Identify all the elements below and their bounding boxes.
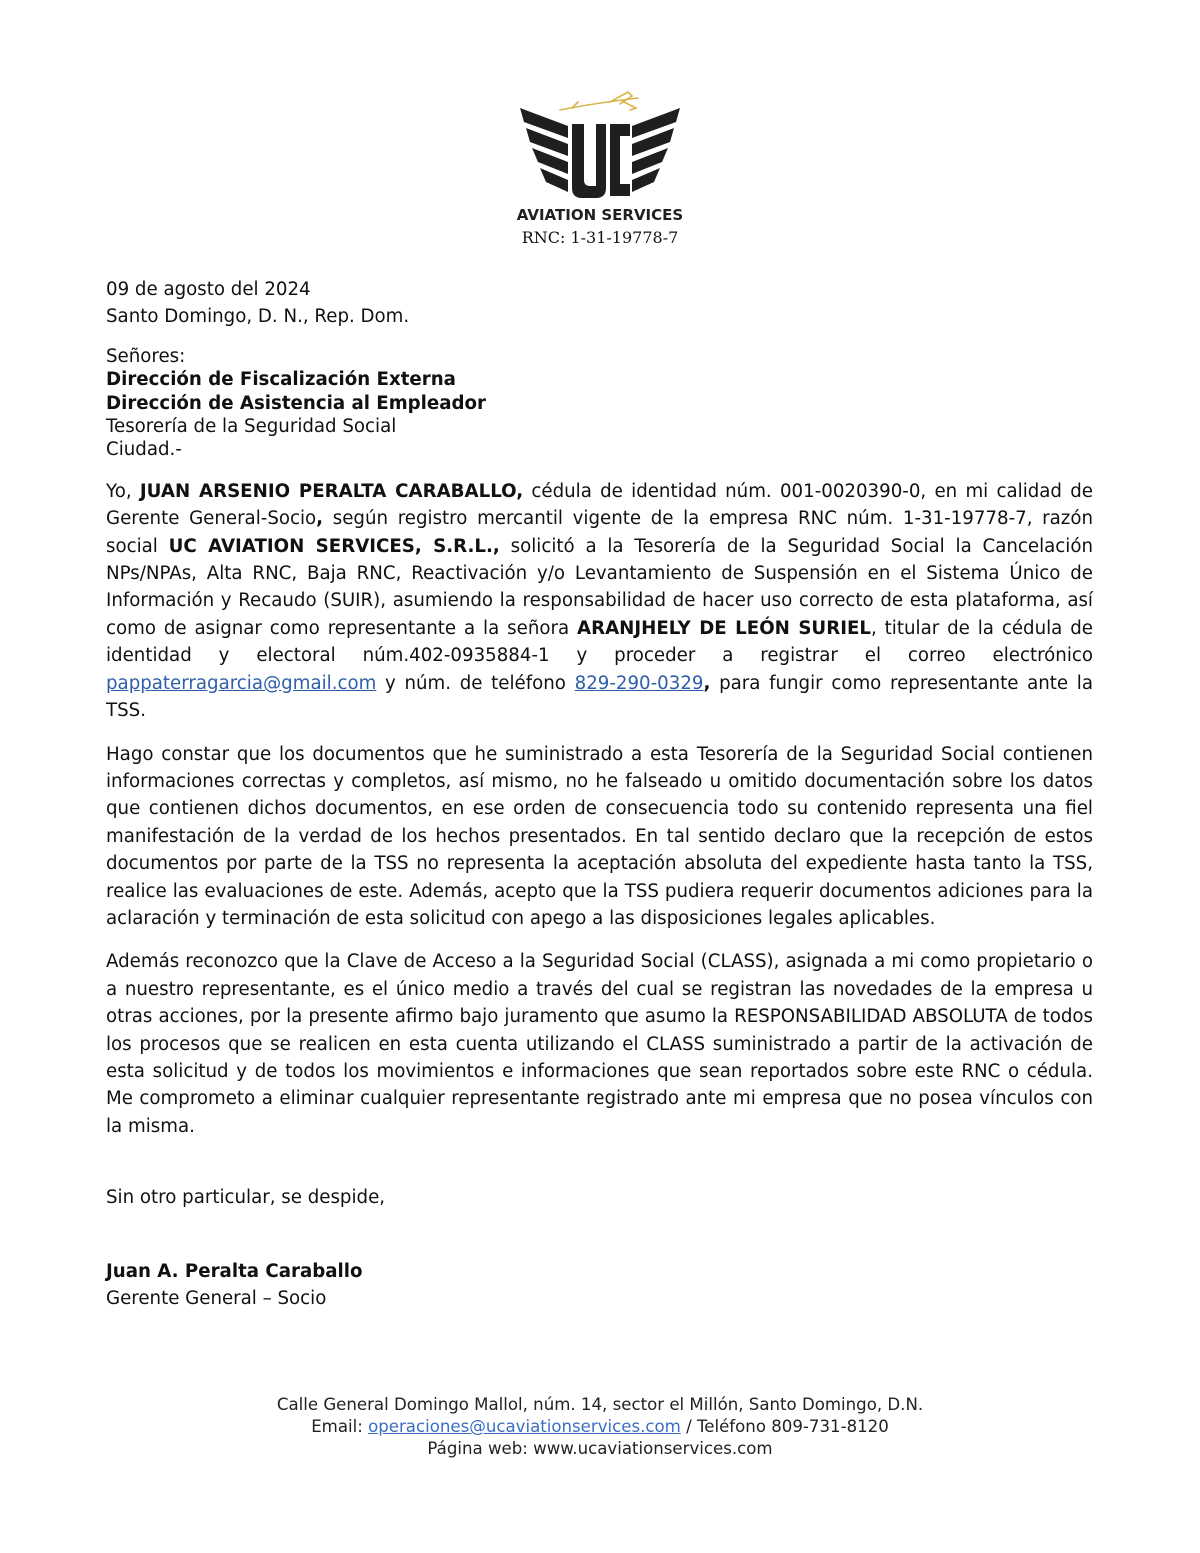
p1-text: , (703, 672, 711, 694)
footer-email-label: Email: (311, 1417, 369, 1436)
footer-email-link[interactable]: operaciones@ucaviationservices.com (368, 1417, 681, 1436)
p1-text: cédula de identidad núm. 001-0020390-0, en mi calidad de Gerente General-Socio (106, 480, 1093, 530)
representative-name: ARANJHELY DE LEÓN SURIEL (577, 617, 871, 639)
representative-phone-link[interactable]: 829-290-0329 (574, 672, 704, 694)
representative-email-link[interactable]: pappaterragarcia@gmail.com (106, 672, 377, 694)
airplane-sketch-icon (560, 92, 638, 110)
p1-text: según registro mercantil vigente de la empresa RNC núm. 1-31-19778-7, razón social (106, 508, 1093, 557)
uc-wings-logo-icon (510, 88, 690, 228)
company-logo (510, 88, 690, 228)
p1-text: solicitó a la Tesorería de la Seguridad Social la Cancelación NPs/NPAs, Alta RNC, Baja RNC, Reactivación y/o Levantamiento de Suspensión en el Sistema Único de Información y Recaudo (SUIR), asumiendo la responsabilidad de hacer uso correcto de esta plataforma, así como de asignar como representante a la señora (106, 535, 1093, 639)
footer-contact (0, 1416, 1200, 1438)
p1-text: Yo, (106, 480, 140, 502)
company-name: UC AVIATION SERVICES, S.R.L., (168, 535, 500, 557)
paragraph-1 (106, 478, 1093, 725)
footer-address: Calle General Domingo Mallol, núm. 14, sector el Millón, Santo Domingo, D.N. (276, 1395, 924, 1414)
p1-text: y núm. de teléfono (376, 672, 575, 694)
salutation: Señores: (106, 345, 186, 367)
letter-body (106, 276, 1093, 1312)
p1-text: , titular de la cédula de identidad y electoral núm.402-0935884-1 y proceder a registrar el correo electrónico (106, 617, 1093, 667)
letter-footer (0, 1394, 1200, 1460)
signer-full-name: JUAN ARSENIO PERALTA CARABALLO, (139, 480, 524, 502)
signer-name: Juan A. Peralta Caraballo (106, 1260, 363, 1282)
logo-text: AVIATION SERVICES (516, 206, 684, 224)
footer-website: Página web: www.ucaviationservices.com (427, 1439, 773, 1458)
recipient-line-4: Ciudad.- (106, 439, 182, 461)
footer-phone: / Teléfono 809-731-8120 (680, 1417, 889, 1436)
letter-date: 09 de agosto del 2024 (106, 279, 311, 300)
closing-line: Sin otro particular, se despide, (106, 1187, 386, 1209)
letter-place: Santo Domingo, D. N., Rep. Dom. (106, 306, 410, 328)
recipient-line-1: Dirección de Fiscalización Externa (106, 369, 456, 391)
paragraph-2: Hago constar que los documentos que he suministrado a esta Tesorería de la Seguridad Social contienen informaciones correctas y completos, así mismo, no he falseado u omitido documentación sobre los datos que contienen dichos documentos, en ese orden de consecuencia todo su contenido representa una fiel manifestación de la verdad de los hechos presentados. En tal sentido declaro que la recepción de estos documentos por parte de la TSS no representa la aceptación absoluta del expediente hasta tanto la TSS, realice las evaluaciones de este. Además, acepto que la TSS pudiera requerir documentos adiciones para la aclaración y terminación de esta solicitud con apego a las disposiciones legales aplicables. (106, 743, 1093, 929)
p1-text: , (316, 508, 324, 530)
recipient-line-2: Dirección de Asistencia al Empleador (106, 392, 487, 414)
recipient-line-3: Tesorería de la Seguridad Social (106, 416, 397, 438)
signer-title: Gerente General – Socio (106, 1288, 327, 1309)
company-rnc: RNC: 1-31-19778-7 (521, 228, 679, 247)
p1-text: para fungir como representante ante la TSS. (106, 672, 1093, 722)
paragraph-3: Además reconozco que la Clave de Acceso a la Seguridad Social (CLASS), asignada a mi como propietario o a nuestro representante, es el único medio a través del cual se registran las novedades de la empresa u otras acciones, por la presente afirmo bajo juramento que asumo la RESPONSABILIDAD ABSOLUTA de todos los procesos que se realicen en esta cuenta utilizando el CLASS suministrado a partir de la activación de esta solicitud y de todos los movimientos e informaciones que sean reportados sobre este RNC o cédula. Me comprometo a eliminar cualquier representante registrado ante mi empresa que no posea vínculos con la misma. (106, 951, 1093, 1137)
